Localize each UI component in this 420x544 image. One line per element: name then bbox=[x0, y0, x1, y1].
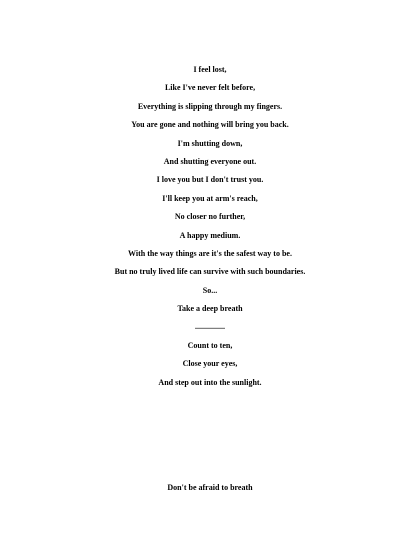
poem-body bbox=[0, 64, 420, 395]
poem-line: With the way things are it's the safest way to be. bbox=[128, 248, 292, 258]
poem-line: Like I've never felt before, bbox=[164, 83, 256, 93]
poem-line: I'll keep you at arm's reach, bbox=[162, 193, 258, 203]
poem-line: And step out into the sunlight. bbox=[158, 377, 262, 387]
closing-line: Don't be afraid to breath bbox=[167, 483, 253, 492]
poem-line: I'm shutting down, bbox=[177, 138, 243, 148]
poem-line: A happy medium. bbox=[179, 230, 241, 240]
poem-line: I feel lost, bbox=[193, 65, 227, 74]
poem-line: I love you but I don't trust you. bbox=[156, 175, 264, 185]
poem-line: But no truly lived life can survive with such boundaries. bbox=[114, 267, 306, 277]
poem-line: Take a deep breath bbox=[177, 304, 243, 314]
poem-line: So... bbox=[202, 285, 218, 295]
poem-line: You are gone and nothing will bring you back. bbox=[131, 120, 289, 130]
poem-line: ............... bbox=[195, 322, 225, 332]
poem-line: Count to ten, bbox=[187, 340, 233, 350]
poem-line: No closer no further, bbox=[174, 212, 246, 222]
poem-line: Close your eyes, bbox=[182, 359, 238, 369]
poem-line: And shutting everyone out. bbox=[163, 156, 257, 166]
poem-line: Everything is slipping through my fingers. bbox=[137, 101, 283, 111]
